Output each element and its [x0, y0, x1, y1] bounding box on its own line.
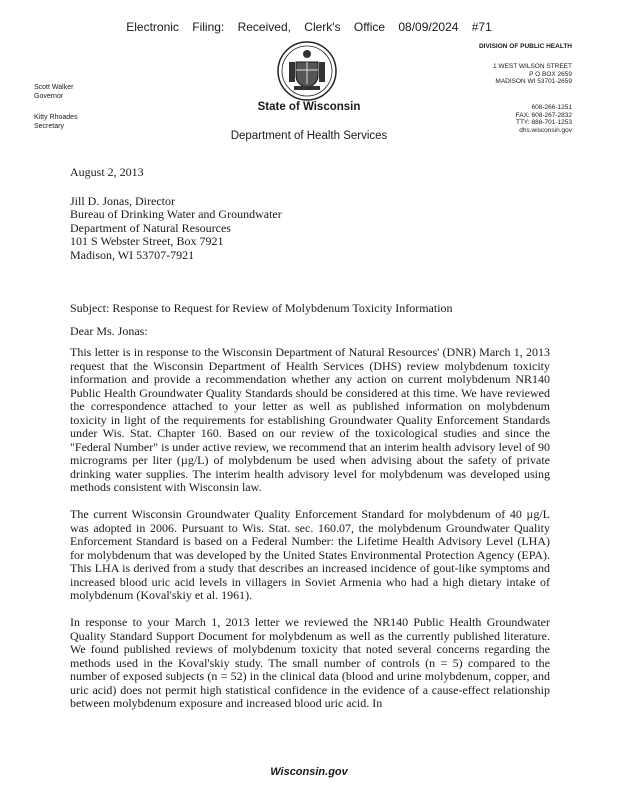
phone: 608-266-1251	[531, 104, 572, 111]
city: MADISON WI 53701-2659	[495, 78, 572, 85]
letter-body	[70, 166, 550, 724]
footer-website-link[interactable]: Wisconsin.gov	[270, 766, 348, 778]
wisconsin-seal-icon	[276, 40, 338, 102]
recipient-address	[70, 195, 550, 263]
governor-title: Governor	[34, 92, 64, 100]
secretary-block	[34, 114, 78, 131]
street: 1 WEST WILSON STREET	[493, 63, 572, 70]
governor-name: Scott Walker	[34, 84, 74, 91]
governor-block	[34, 84, 73, 101]
tty: TTY: 888-701-1253	[515, 119, 572, 126]
contact-block	[516, 104, 572, 134]
subject-line: Subject: Response to Request for Review of Molybdenum Toxicity Information	[70, 301, 453, 315]
salutation: Dear Ms. Jonas:	[70, 323, 148, 338]
recipient-line: Department of Natural Resources	[70, 220, 231, 235]
state-title: State of Wisconsin	[257, 101, 361, 113]
division-name: DIVISION OF PUBLIC HEALTH	[478, 43, 572, 50]
address-block	[493, 63, 572, 86]
po-box: P O BOX 2659	[529, 70, 572, 78]
recipient-line: 101 S Webster Street, Box 7921	[70, 234, 224, 248]
department-title: Department of Health Services	[230, 130, 388, 142]
body-paragraph: This letter is in response to the Wisconsin Department of Natural Resources' (DNR) March 1, 2013 request that the Wisconsin Department of Health Services (DHS) review molybdenum toxicity information and provide a recommendation whether any action on current molybdenum NR140 Public Health Groundwater Quality Standards should be considered at this time. We have reviewed the correspondence attached to your letter as well as published information on molybdenum toxicity in light of the requirements for establishing Groundwater Quality Enforcement Standards under Wis. Stat. Chapter 160. Based on our review of the toxicological studies and since the "Federal Number" is under active review, we recommend that an interim health advisory level of 90 micrograms per liter (µg/L) of molybdenum be used when advising about the safety of private drinking water supplies. The interim health advisory level for molybdenum was developed using methods consistent with Wisconsin law.	[70, 345, 550, 494]
recipient-line: Jill D. Jonas, Director	[70, 193, 175, 208]
website-link[interactable]: dhs.wisconsin.gov	[519, 126, 572, 134]
recipient-line: Bureau of Drinking Water and Groundwater	[70, 207, 282, 221]
letter-date: August 2, 2013	[70, 165, 144, 179]
fax: FAX: 608-267-2832	[515, 111, 572, 119]
body-paragraph: In response to your March 1, 2013 letter we reviewed the NR140 Public Health Groundwater Quality Standard Support Document for molybdenum as well as the currently published literature. We found published reviews of molybdenum toxicity that noted several concerns regarding the methods used in the Koval'skiy study. The small number of controls (n = 5) compared to the number of exposed subjects (n = 52) in the clinical data (blood and urine molybdenum, copper, and uric acid) does not permit high statistical confidence in the evidence of a cause-effect relationship between molybdenum exposure and increased blood uric acid. In	[70, 615, 550, 710]
recipient-line: Madison, WI 53707-7921	[70, 247, 195, 262]
secretary-title: Secretary	[34, 122, 64, 130]
secretary-name: Kitty Rhoades	[34, 114, 78, 121]
filing-stamp: Electronic Filing: Received, Clerk's Office 08/09/2024 #71	[126, 20, 492, 34]
body-paragraph: The current Wisconsin Groundwater Quality Enforcement Standard for molybdenum of 40 µg/L was adopted in 2006. Pursuant to Wis. Stat. sec. 160.07, the molybdenum Groundwater Quality Enforcement Standard is based on a Federal Number: the Lifetime Health Advisory Level (LHA) for molybdenum that was developed by the United States Environmental Protection Agency (EPA). This LHA is derived from a study that describes an increased incidence of gout-like symptoms and increased blood uric acid levels in villagers in Soviet Armenia who had a high dietary intake of molybdenum (Koval'skiy et al. 1961).	[70, 507, 550, 602]
